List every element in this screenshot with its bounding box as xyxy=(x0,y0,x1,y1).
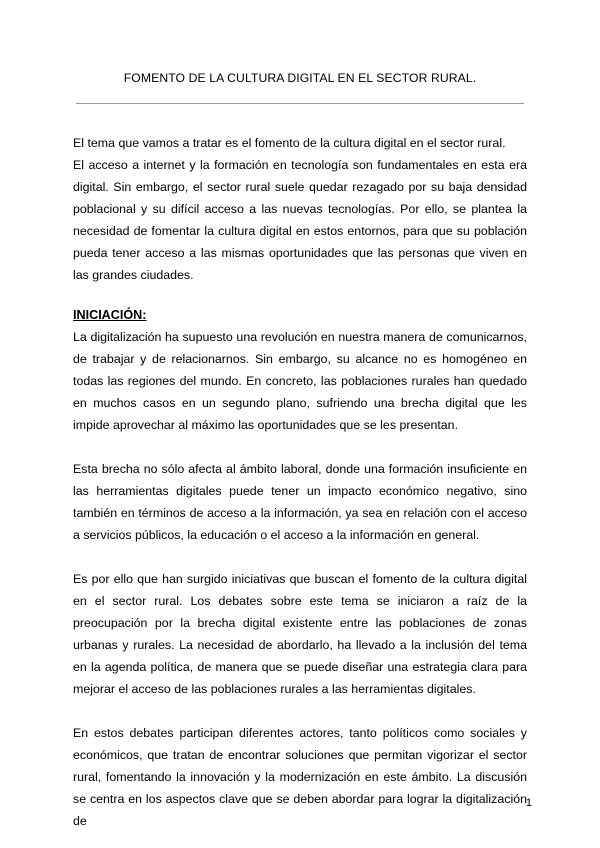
body-paragraph-3: Es por ello que han surgido iniciativas que buscan el fomento de la cultura digital en el sector rural. Los debates sobre este tema se iniciaron a raíz de la preocupación por la brecha digital existente entre las poblaciones de zonas urbanas y rurales. La necesidad de abordarlo, ha llevado a la inclusión del tema en la agenda política, de manera que se puede diseñar una estrategia clara para mejorar el acceso de las poblaciones rurales a las herramientas digitales. xyxy=(73,572,527,696)
intro-paragraph-1: El tema que vamos a tratar es el fomento de la cultura digital en el sector rural. xyxy=(73,136,506,150)
spacer xyxy=(73,700,527,722)
spacer xyxy=(73,436,527,458)
body-paragraph-4: En estos debates participan diferentes actores, tanto políticos como sociales y económicos, que tratan de encontrar soluciones que permitan vigorizar el sector rural, fomentando la innovación y la modernización en este ámbito. La discusión se centra en los aspectos clave que se deben abordar para lograr la digitalización de xyxy=(73,726,527,828)
spacer xyxy=(73,286,527,304)
intro-paragraph-2: El acceso a internet y la formación en tecnología son fundamentales en esta era digital. Sin embargo, el sector rural suele quedar rezagado por su baja densidad poblacional y su difícil acceso a las nuevas tecnologías. Por ello, se plantea la necesidad de fomentar la cultura digital en estos entornos, para que su población pueda tener acceso a las mismas oportunidades que las personas que viven en las grandes ciudades. xyxy=(73,158,527,282)
spacer xyxy=(73,546,527,568)
document-body xyxy=(73,132,527,832)
body-paragraph-2: Esta brecha no sólo afecta al ámbito laboral, donde una formación insuficiente en las herramientas digitales puede tener un impacto económico negativo, sino también en términos de acceso a la información, ya sea en relación con el acceso a servicios públicos, la educación o el acceso a la información en general. xyxy=(73,462,527,542)
title-divider xyxy=(76,103,524,104)
body-paragraph-1: La digitalización ha supuesto una revolución en nuestra manera de comunicarnos, de trabajar y de relacionarnos. Sin embargo, su alcance no es homogéneo en todas las regiones del mundo. En concreto, las poblaciones rurales han quedado en muchos casos en un segundo plano, sufriendo una brecha digital que les impide aprovechar al máximo las oportunidades que se les presentan. xyxy=(73,330,527,432)
section-heading: INICIACIÓN: xyxy=(73,308,147,322)
document-title: FOMENTO DE LA CULTURA DIGITAL EN EL SECTOR RURAL. xyxy=(123,71,477,85)
page-number: 1 xyxy=(525,797,532,809)
